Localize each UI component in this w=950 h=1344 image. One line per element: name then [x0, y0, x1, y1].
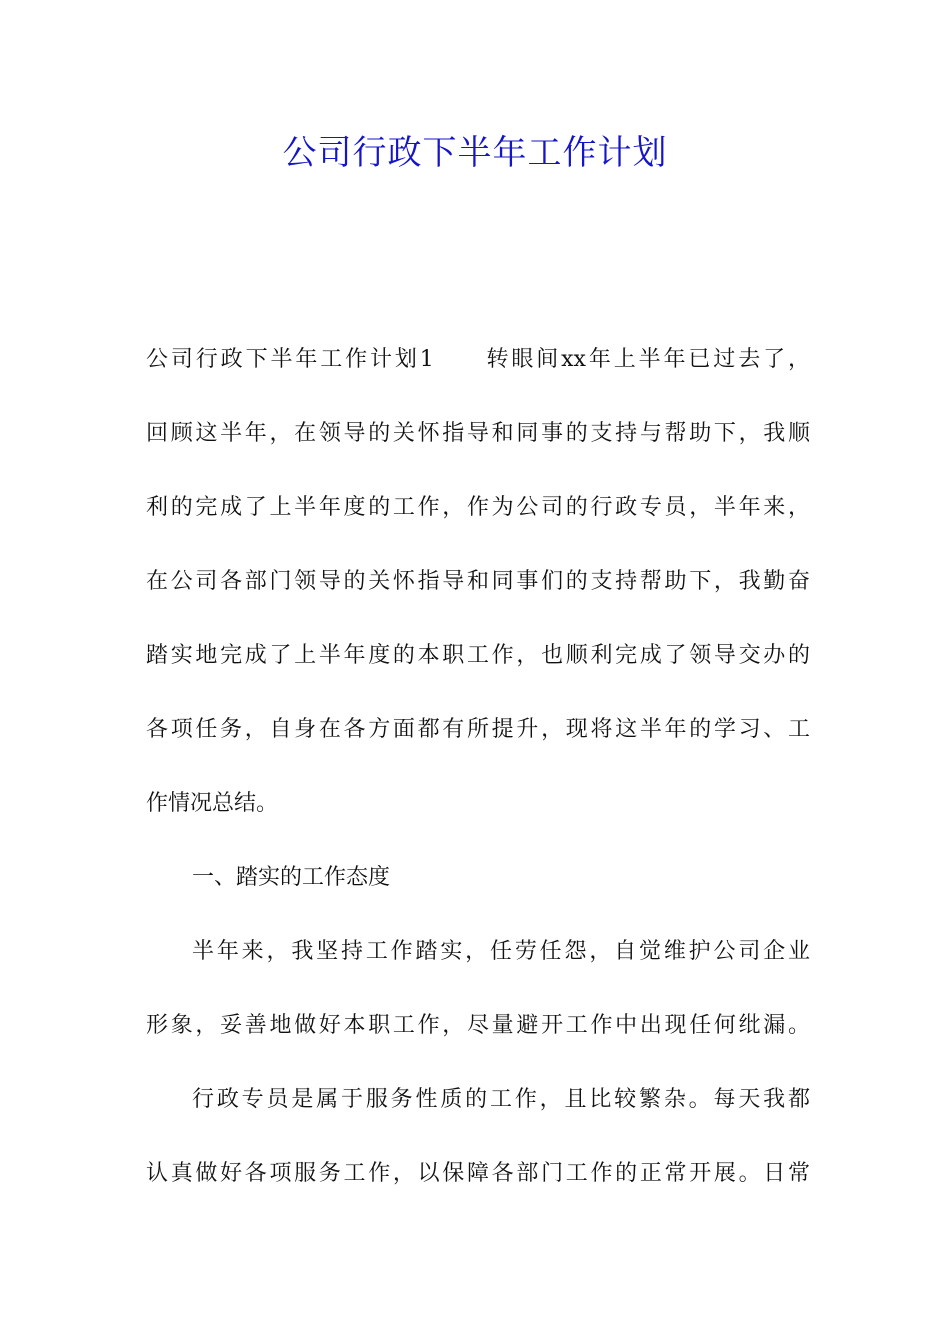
paragraph-line: 回顾这半年，在领导的关怀指导和同事的支持与帮助下，我顺 [146, 421, 810, 446]
paragraph-line: 在公司各部门领导的关怀指导和同事们的支持帮助下，我勤奋 [146, 569, 810, 594]
paragraph-line: 作情况总结。 [146, 791, 279, 816]
section-heading: 一、踏实的工作态度 [192, 865, 391, 890]
paragraph-line: 半年来，我坚持工作踏实，任劳任怨，自觉维护公司企业 [192, 939, 810, 964]
paragraph-line: 公司行政下半年工作计划1 转眼间xx年上半年已过去了， [146, 347, 810, 372]
paragraph-line: 认真做好各项服务工作，以保障各部门工作的正常开展。日常 [146, 1161, 810, 1186]
paragraph-line: 利的完成了上半年度的工作，作为公司的行政专员，半年来， [146, 495, 810, 520]
paragraph-line: 踏实地完成了上半年度的本职工作，也顺利完成了领导交办的 [146, 643, 810, 668]
paragraph-line: 行政专员是属于服务性质的工作，且比较繁杂。每天我都 [192, 1087, 810, 1112]
document-title: 公司行政下半年工作计划 [282, 133, 668, 173]
paragraph-line: 各项任务，自身在各方面都有所提升，现将这半年的学习、工 [146, 717, 810, 742]
paragraph-line: 形象，妥善地做好本职工作，尽量避开工作中出现任何纰漏。 [146, 1013, 810, 1038]
